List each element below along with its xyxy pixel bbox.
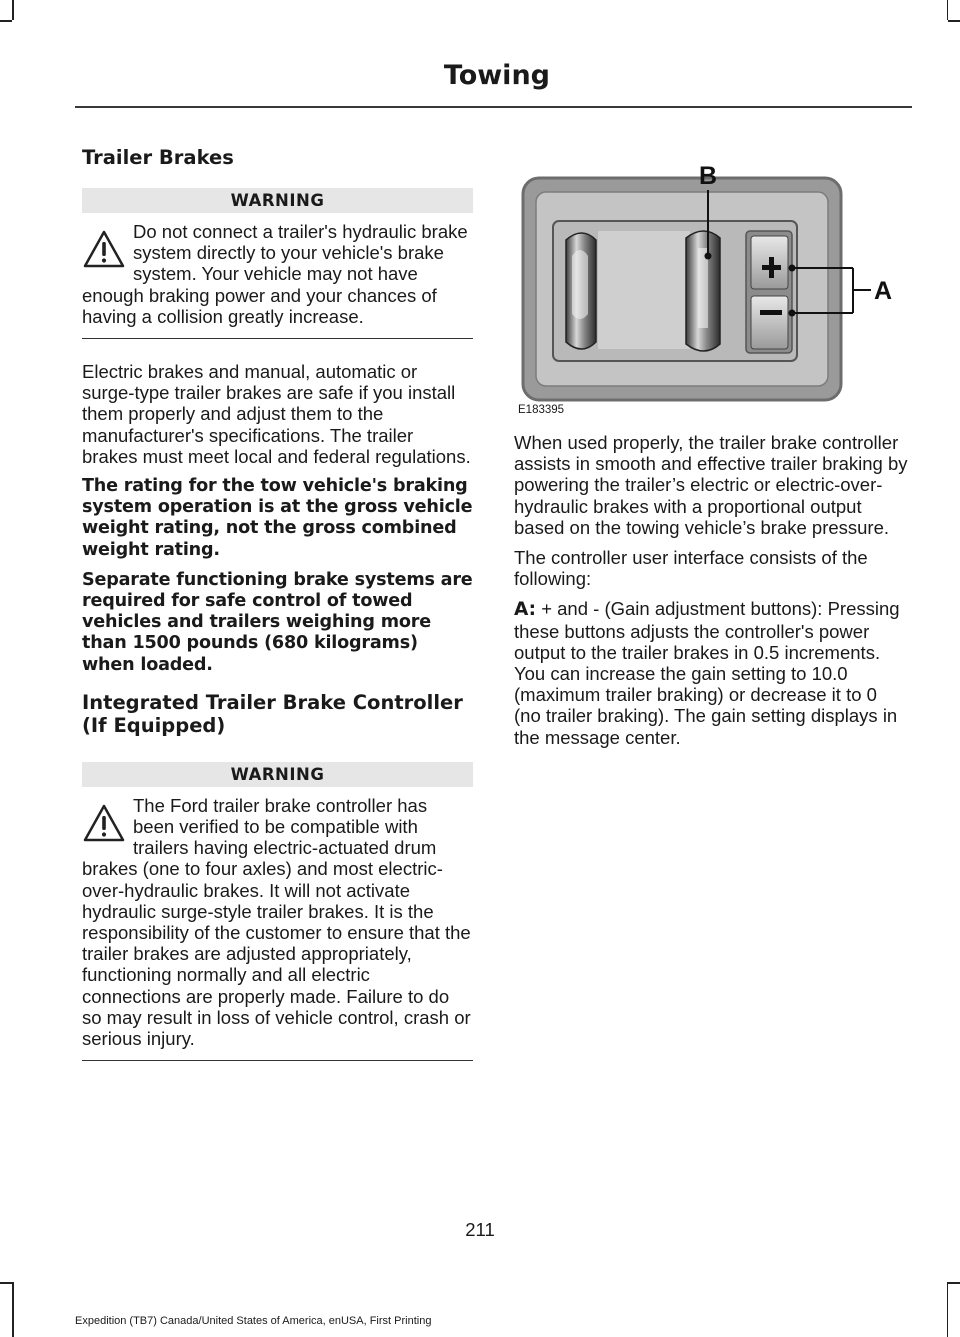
- right-column: [514, 162, 908, 748]
- brake-controller-illustration: [514, 162, 908, 422]
- warning-text: The Ford trailer brake controller has been verified to be compatible with trailers having electric-actuated drum brakes (one to four axles) and most electric-over-hydraulic brakes. It will not activate hydraulic surge-style trailer brakes. It is the responsibility of the customer to ensure that the trailer brakes are adjusted appropriately, functioning normally and all electric connections are properly made. Failure to do so may result in loss of vehicle control, crash or serious injury.: [82, 794, 471, 1050]
- figure-code: E183395: [518, 404, 565, 416]
- crop-mark: [0, 1282, 12, 1284]
- warning-body: [82, 213, 473, 339]
- warning-label: WARNING: [82, 762, 473, 787]
- paragraph: The controller user interface consists of the following:: [514, 547, 868, 590]
- paragraph: When used properly, the trailer brake controller assists in smooth and effective trailer braking by powering the trailer’s electric or electric-over-hydraulic brakes with a proportional output based on the towing vehicle’s brake pressure.: [514, 432, 908, 538]
- warning-label: WARNING: [82, 188, 473, 213]
- warning-triangle-icon: [82, 801, 126, 845]
- crop-mark: [947, 1282, 949, 1337]
- warning-text: Do not connect a trailer's hydraulic brake system directly to your vehicle's brake system. Your vehicle may not have enough braking power and your chances of having a collision greatly increase.: [82, 221, 468, 327]
- left-column: [82, 146, 473, 1061]
- crop-mark: [947, 0, 949, 20]
- page-title: Towing: [443, 60, 550, 91]
- brake-controller-figure: [514, 162, 908, 422]
- warning-box: [82, 188, 473, 339]
- item-label: A:: [514, 599, 537, 621]
- crop-mark: [948, 20, 960, 22]
- page-number: 211: [465, 1219, 495, 1240]
- bold-paragraph: The rating for the tow vehicle's braking system operation is at the gross vehicle weight rating, not the gross combined weight rating.: [82, 476, 473, 560]
- list-item-a: [514, 598, 908, 747]
- header-divider: [75, 106, 912, 108]
- callout-a: A: [873, 277, 893, 305]
- item-text: + and - (Gain adjustment buttons): Pressing these buttons adjusts the controller's power output to the trailer brakes in 0.5 increments. You can increase the gain setting to 10.0 (maximum trailer braking) or decrease it to 0 (no trailer braking). The gain setting displays in the message center.: [514, 598, 900, 748]
- paragraph: Electric brakes and manual, automatic or surge-type trailer brakes are safe if you install them properly and adjust them to the manufacturer's specifications. The trailer brakes must meet local and federal regulations.: [82, 361, 471, 467]
- crop-mark: [12, 0, 14, 20]
- callout-b: B: [698, 162, 718, 190]
- warning-box: [82, 762, 473, 1061]
- crop-mark: [12, 1282, 14, 1337]
- warning-body: [82, 787, 473, 1061]
- crop-mark: [0, 20, 12, 22]
- heading-integrated-trailer-brake-controller: Integrated Trailer Brake Controller (If Equipped): [82, 690, 463, 737]
- heading-trailer-brakes: Trailer Brakes: [82, 146, 234, 169]
- footer-text: Expedition (TB7) Canada/United States of America, enUSA, First Printing: [75, 1315, 432, 1327]
- warning-triangle-icon: [82, 227, 126, 271]
- crop-mark: [948, 1282, 960, 1284]
- bold-paragraph: Separate functioning brake systems are required for safe control of towed vehicles and trailers weighing more than 1500 pounds (680 kilograms) when loaded.: [82, 569, 473, 675]
